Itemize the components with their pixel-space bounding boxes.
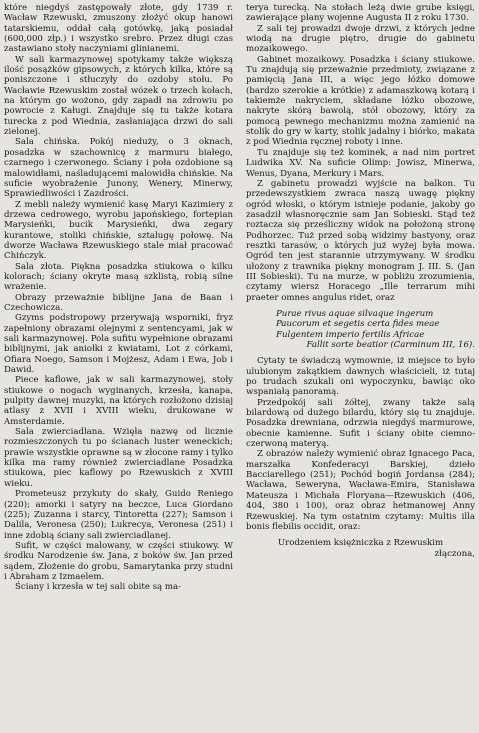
inscription-line: złączona, xyxy=(434,548,475,559)
paragraph: Gabinet mozaikowy. Posadzka i ściany stiukowe. Tu znajdują się przeważnie przedmioty, związane z pamięcią Jana III, a więc jego łóżko domowe (bardzo szerokie a krótkie) z adamaszkową kotarą i takiemże nakryciem, składane łóżko obozowe, nakryte skórą bawolą, stół obozowy, który za pomocą pewnego mechanizmu można zamienić na stolik do gry w karty, stolik jadalny i biórko, makata z pod Wiednia ręcznej roboty i inne. xyxy=(246,54,475,148)
paragraph: terya turecką. Na stołach leżą dwie grube księgi, zawierające plany wojenne Augusta II z roku 1730. xyxy=(246,3,475,24)
latin-verse xyxy=(246,309,475,350)
right-column xyxy=(246,3,475,559)
paragraph: które niegdyś zastępowały złote, gdy 1739 r. Wacław Rzewuski, zmuszony złożyć okup hanowi tatarskiemu, oddał całą gotówkę, jaką posiadał (600,000 złp.) i wszystko srebro. Przez długi czas zastawiano stoły naczyniami glinianemi. xyxy=(4,3,233,55)
paragraph: Cytaty te świadczą wymownie, iż miejsce to było ulubionym zakątkiem dawnych właścicieli, iż tutaj po trudach szukali oni wypoczynku, bawiąc oko wspaniałą panoramą. xyxy=(246,356,475,398)
paragraph: W sali karmazynowej spotykamy także większą ilość posążków gipsowych, z których kilka, które są poniszczone i stłuczyły do ozdoby stołu. Po Wacławie Rzewuskim został wózek o trzech kołach, na którym go wożono, gdy zapadł na zdrowiu po powrocie z Kaługi. Znajduje się tu także kotara turecka z pod Wiednia, zasłaniająca drzwi do sali zielonej. xyxy=(4,54,233,138)
paragraph: Gzyms podstropowy przerywają wsporniki, fryz zapełniony obrazami olejnymi z sentencyami, jak w sali karmazynowej. Pola sufitu wypełnione obrazami biblijnymi, jak aniołki z kwiatami, Lot z córkami, Ofiara Noego, Samson i Mojżesz, Adam i Ewa, Job i Dawid. xyxy=(4,313,233,376)
paragraph: Z gabinetu prowadzi wyjście na balkon. Tu przedewszystkiem zwraca naszą uwagę piękny ogród włoski, o którym istnieje podanie, jakoby go zasadził własnoręcznie sam Jan Sobieski. Stąd też roztacza się prześliczny widok na położoną stronę Podhorzec. Tuż przed sobą widzimy bastyony, oraz resztki tarasów, o których już wyżej była mowa. Ogród ten jest starannie utrzymywany. W środku ułożony z trawnika piękny monogram J. III. S. (Jan III Sobieski). Tu na murze, w pobliżu zrozumienia, czytamy wiersz Horacego „Ille terrarum mihi praeter omnes angulus ridet, oraz xyxy=(246,178,475,303)
left-column xyxy=(4,3,233,593)
inscription-line: Urodzeniem księżniczka z Rzewuskim xyxy=(277,538,444,549)
paragraph: Z obrazów należy wymienić obraz Ignacego Paca, marszałka Konfederacyi Barskiej, dzieło Bacciarellego (251); Pochód bogiń Jordansa (284); Wacława, Seweryna, Wacława-Emira, Stanisława Mateusza i Michała Floryana—Rzewuskich (406, 404, 380 i 100), oraz obraz hetmanowej Anny Rzewuskiej. Na tym ostatnim czytamy: Multis illa bonis flebilis occidit, oraz: xyxy=(246,449,475,532)
paragraph: Tu znajduje się też kominek, a nad nim portret Ludwika XV. Na suficie Olimp: Jowisz, Minerwa, Wenus, Dyana, Merkury i Mars. xyxy=(246,147,475,179)
paragraph: Ściany i krzesła w tej sali obite są ma- xyxy=(15,582,182,593)
verse-line: Paucorum et segetis certa fides meae xyxy=(276,319,440,330)
paragraph: Prometeusz przykuty do skały, Guido Reniego (220); amorki i satyry na beczce, Luca Giordano (225); Zuzanna i starcy, Tintoretta (227); Samson i Dalila, Veronesa (250); Lukrecya, Veronesa (251) i inne zdobią ściany sali zwierciadlanej. xyxy=(4,489,233,541)
verse-line: Fallit sorte beatior (Carminum III, 16). xyxy=(306,340,475,350)
paragraph: Obrazy przeważnie biblijne Jana de Baan i Czechowicza. xyxy=(4,292,233,313)
paragraph: Z mebli należy wymienić kasę Maryi Kazimiery z drzewa cedrowego, wyrobu japońskiego, fortepian Marysieńki, bucik Marysieńki, dwa zegary kurantowe, stoliki chińskie, sztalugę połowę. Na dworze Wacława Rzewuskiego stale miał pracować Chińczyk. xyxy=(4,199,233,262)
paragraph: Piece kaflowe, jak w sali karmazynowej, stoły stiukowe o nogach wyginanych, krzesła, kanapa, pulpity dawnej muzyki, na których rozłożono dzisiaj atlasy z XVII i XVIII wieku, drukowane w Amsterdamie. xyxy=(4,375,233,427)
paragraph: Sala chińska. Pokój nieduży, o 3 oknach, posadzka w szachownicę z marmuru białego, czarnego i czerwonego. Ściany i poła ozdobione są malowidłami, naśladującemi malowidła chińskie. Na suficie wyobrażenie Junony, Wenery, Minerwy, Sprawiedliwości i Zazdrości. xyxy=(4,137,233,200)
paragraph: Sala złota. Piękna posadzka stiukowa o kilku kolorach; ściany okryte masą szklistą, robią silne wrażenie. xyxy=(4,261,233,293)
paragraph: Sufit, w części malowany, w części stiukowy. W środku Narodzenie św. Jana, z boków św. Jan przed sądem, Złożenie do grobu, Samarytanka przy studni i Abraham z Izmaelem. xyxy=(4,540,233,582)
paragraph: Z sali tej prowadzi dwoje drzwi, z których jedne wiodą na drugie piętro, drugie do gabinetu mozaikowego. xyxy=(246,23,475,55)
paragraph: Przedpokój sali żółtej, zwany także salą bilardową od dużego bilardu, który się tu znajduje. Posadzka drewniana, odrzwia niegdyś marmurowe, obecnie kamienne. Sufit i ściany obite ciemno-czerwoną materyą. xyxy=(246,397,475,450)
verse-line: Purae rivus aquae silvaque ingerum xyxy=(276,308,434,319)
verse-line: Fulgentem imperio fertilis Africae xyxy=(276,329,425,340)
paragraph: Sala zwierciadlana. Wzięła nazwę od licznie rozmieszczonych tu po ścianach luster weneckich; prawie wszystkie oprawne są w złocone ramy i tylko kilka ma ramy również zwierciadlane Posadzka stiukowa, piec kaflowy po Rzewuskich z XVIII wieku. xyxy=(4,427,233,489)
